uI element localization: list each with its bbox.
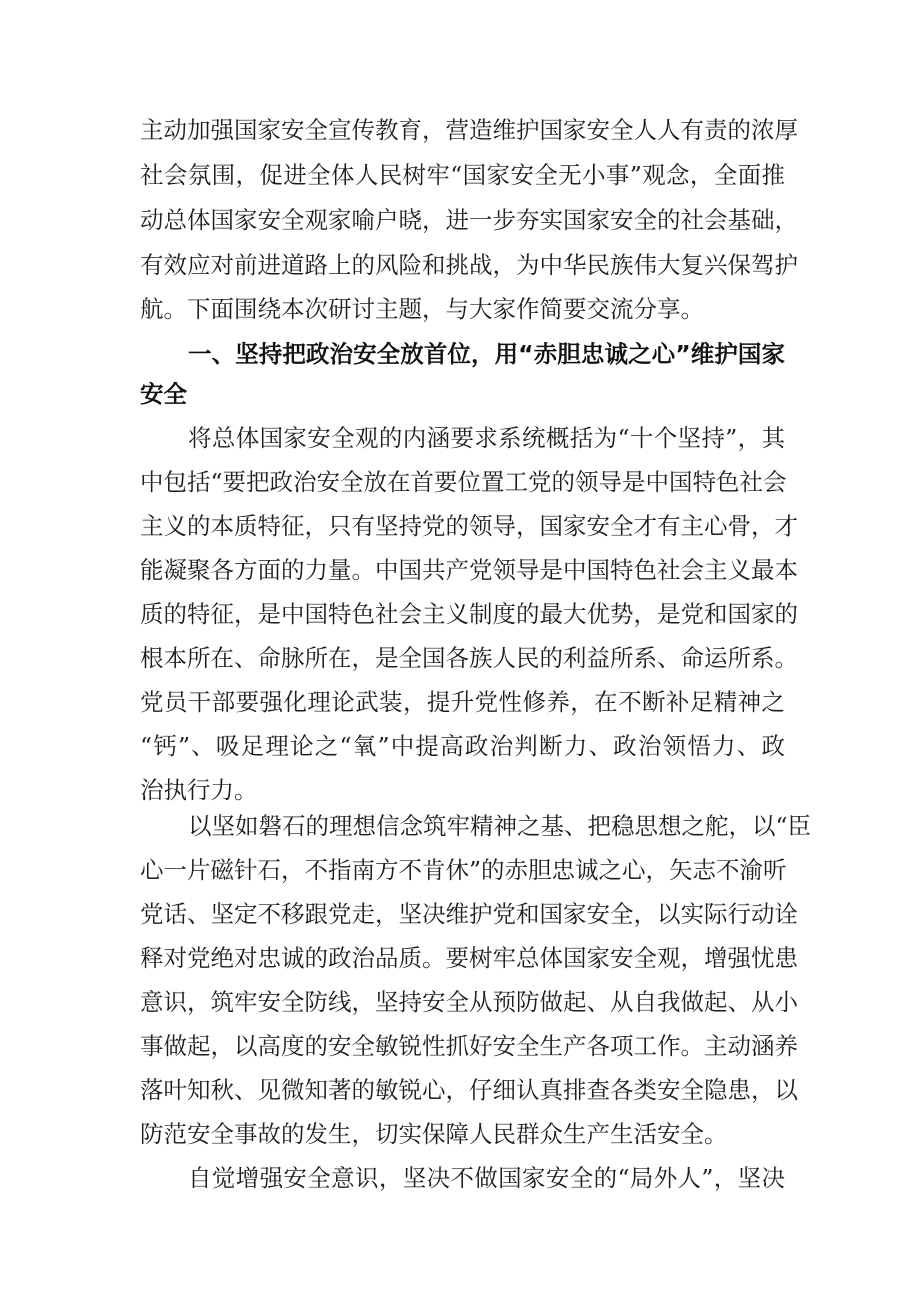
paragraph-line: 防范安全事故的发生，切实保障人民群众生产生活安全。 bbox=[140, 1120, 728, 1148]
paragraph-line: 中包括“要把政治安全放在首要位置工党的领导是中国特色社会 bbox=[140, 468, 787, 496]
paragraph-line: 根本所在、命脉所在，是全国各族人民的利益所系、命运所系。 bbox=[140, 644, 798, 672]
paragraph-line: 质的特征，是中国特色社会主义制度的最大优势，是党和国家的 bbox=[140, 600, 798, 628]
paragraph-line: “钙”、吸足理论之“氧”中提高政治判断力、政治领悟力、政 bbox=[140, 732, 785, 760]
paragraph-line: 自觉增强安全意识，坚决不做国家安全的“局外人”，坚决 bbox=[188, 1164, 785, 1192]
paragraph-line: 主义的本质特征，只有坚持党的领导，国家安全才有主心骨，才 bbox=[140, 512, 798, 540]
section-heading: 安全 bbox=[140, 380, 187, 408]
paragraph-line: 心一片磁针石，不指南方不肯休”的赤胆忠诚之心，矢志不渝听 bbox=[140, 856, 787, 884]
paragraph-line: 事做起，以高度的安全敏锐性抓好安全生产各项工作。主动涵养 bbox=[140, 1032, 798, 1060]
paragraph-line: 动总体国家安全观家喻户晓，进一步夯实国家安全的社会基础， bbox=[140, 206, 798, 234]
paragraph-line: 党话、坚定不移跟党走，坚决维护党和国家安全，以实际行动诠 bbox=[140, 900, 798, 928]
section-heading: 一、坚持把政治安全放首位，用“赤胆忠诚之心”维护国家 bbox=[188, 340, 785, 368]
paragraph-line: 意识，筑牢安全防线，坚持安全从预防做起、从自我做起、从小 bbox=[140, 988, 798, 1016]
paragraph-line: 释对党绝对忠诚的政治品质。要树牢总体国家安全观，增强忧患 bbox=[140, 944, 798, 972]
paragraph-line: 能凝聚各方面的力量。中国共产党领导是中国特色社会主义最本 bbox=[140, 556, 798, 584]
paragraph-line: 治执行力。 bbox=[140, 776, 258, 804]
paragraph-line: 社会氛围，促进全体人民树牢“国家安全无小事”观念，全面推 bbox=[140, 161, 785, 189]
paragraph-line: 主动加强国家安全宣传教育，营造维护国家安全人人有责的浓厚 bbox=[140, 116, 798, 144]
paragraph-line: 有效应对前进道路上的风险和挑战，为中华民族伟大复兴保驾护 bbox=[140, 251, 798, 279]
paragraph-line: 落叶知秋、见微知著的敏锐心，仔细认真排查各类安全隐患，以 bbox=[140, 1076, 798, 1104]
paragraph-line: 以坚如磐石的理想信念筑牢精神之基、把稳思想之舵，以“臣 bbox=[188, 812, 812, 840]
paragraph-line: 党员干部要强化理论武装，提升党性修养，在不断补足精神之 bbox=[140, 688, 785, 716]
paragraph-line: 将总体国家安全观的内涵要求系统概括为“十个坚持”，其 bbox=[188, 424, 785, 452]
paragraph-line: 航。下面围绕本次研讨主题，与大家作简要交流分享。 bbox=[140, 295, 704, 323]
